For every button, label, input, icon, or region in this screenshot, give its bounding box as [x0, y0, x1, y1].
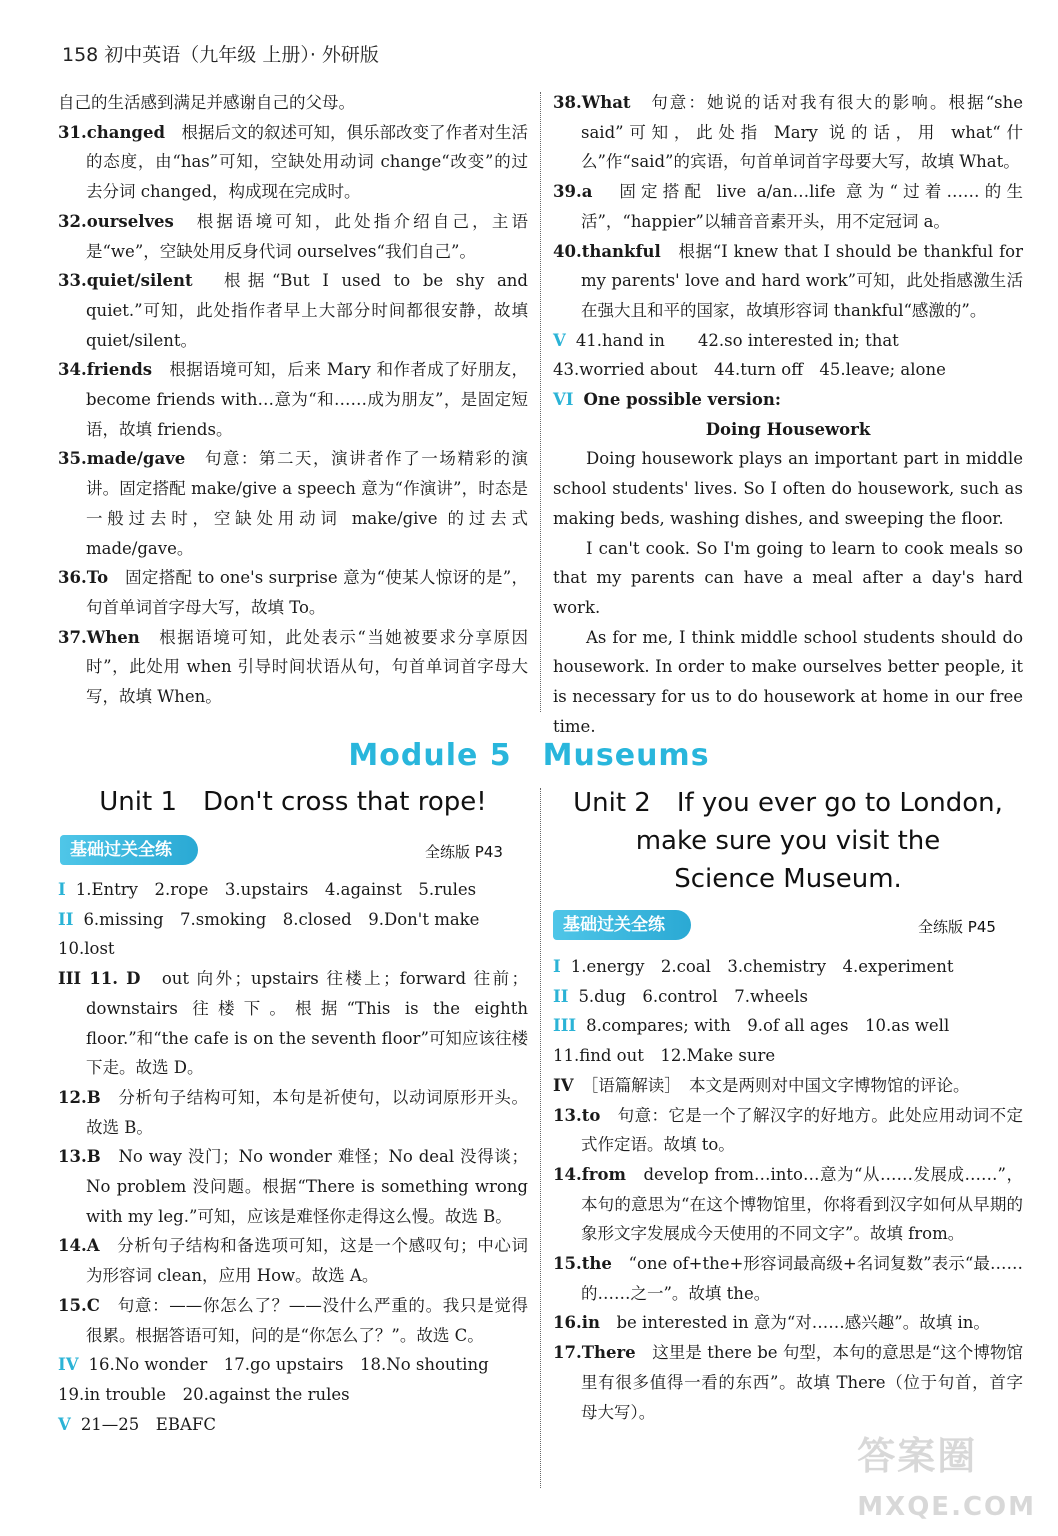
answer-text: 这里是 there be 句型，本句的意思是“这个博物馆里有很多值得一看的东西”。故填 There（位于句首，首字母大写）。 — [581, 1343, 1023, 1422]
unit1-answers — [58, 875, 528, 1439]
roman-numeral: II — [58, 909, 74, 929]
answer-number: IV — [553, 1075, 574, 1095]
answer-item — [553, 1338, 1023, 1427]
unit2-badge: 基础过关全练 — [553, 910, 691, 940]
unit2-ref: 全练版 P45 — [918, 918, 996, 936]
answer-number: 40.thankful — [553, 241, 661, 261]
answer-item — [58, 563, 528, 622]
answer-number: 15.C — [58, 1295, 100, 1315]
answer-number: 38.What — [553, 93, 631, 112]
answer-text: develop from…into…意为“从……发展成……”，本句的意思为“在这个博物馆里，你将看到汉字如何从早期的象形文字发展成今天使用的不同文字”。故填 from。 — [581, 1164, 1023, 1244]
answer-text: 句意：她说的话对我有很大的影响。根据“she said”可知，此处指 Mary 说的话，用 what“什么”作“said”的宾语，句首单词首字母要大写，故填 What。 — [581, 93, 1023, 172]
answer-number: 13.B — [58, 1147, 101, 1167]
answer-item — [553, 1249, 1023, 1308]
answer-text: 根据语境可知，此处指介绍自己，主语是“we”，空缺处用反身代词 ourselves“我们自己”。 — [86, 211, 528, 261]
answer-line: 11.find out 12.Make sure — [553, 1046, 776, 1066]
roman-numeral: IV — [58, 1355, 79, 1375]
answer-line: III 8.compares; with 9.of all ages 10.as well — [553, 1016, 950, 1036]
roman-numeral: III — [553, 1016, 577, 1036]
answer-number: 12.B — [58, 1087, 101, 1107]
right-top-column — [553, 88, 1023, 741]
answer-text: 句意：它是一个了解汉字的好地方。此处应用动词不定式作定语。故填 to。 — [581, 1105, 1023, 1155]
answer-item — [58, 88, 528, 118]
answer-number: 35.made/gave — [58, 449, 186, 469]
answer-number: 17.There — [553, 1343, 636, 1363]
answer-text: ［语篇解读］ 本文是两则对中国文字博物馆的评论。 — [573, 1075, 970, 1095]
right-top-items — [553, 88, 1023, 326]
answer-item — [58, 444, 528, 563]
module-title: Module 5 Museums — [348, 738, 710, 773]
answer-item — [58, 1083, 528, 1142]
unit1-badge: 基础过关全练 — [60, 835, 198, 865]
roman-numeral: V — [58, 1414, 71, 1434]
answer-text: 固定搭配 to one's surprise 意为“使某人惊讶的是”，句首单词首字母大写，故填 To。 — [86, 568, 528, 617]
roman-numeral: I — [58, 880, 66, 899]
essay-paragraph: I can't cook. So I'm going to learn to cook meals so that my parents can have a meal after a day's hard work. — [553, 538, 1023, 617]
answer-text: 根据语境可知，此处表示“当她被要求分享原因时”，此处用 when 引导时间状语从句，句首单词首字母大写，故填 When。 — [86, 627, 528, 707]
answer-text: 句意：第二天，演讲者作了一场精彩的演讲。固定搭配 make/give a speech 意为“作演讲”，时态是一般过去时，空缺处用动词 make/give 的过去式 made/gave。 — [86, 449, 528, 558]
unit1-title: Unit 1 Don't cross that rope! — [99, 787, 487, 817]
answer-text: No way 没门；No wonder 难怪；No deal 没得谈；No problem 没问题。根据“There is something wrong with my leg.”可知，应该是难怪你走得这么慢。故选 B。 — [86, 1147, 528, 1226]
answer-text: “one of+the+形容词最高级+名词复数”表示“最……的……之一”。故填 the。 — [581, 1254, 1023, 1303]
answer-text: 自己的生活感到满足并感谢自己的父母。 — [58, 93, 355, 112]
essay-paragraph: Doing housework plays an important part in middle school students' lives. So I often do housework, such as making beds, washing dishes, and sweeping the floor. — [553, 449, 1023, 528]
column-divider-lower — [540, 788, 541, 1488]
answer-number: 33.quiet/silent — [58, 271, 193, 291]
answer-item — [58, 1142, 528, 1231]
roman-numeral: I — [553, 957, 561, 976]
answer-number: 31.changed — [58, 122, 166, 142]
answer-number: 13.to — [553, 1105, 601, 1125]
answer-text: 分析句子结构和备选项可知，这是一个感叹句；中心词为形容词 clean，应用 How。故选 A。 — [86, 1236, 528, 1286]
unit1-ref: 全练版 P43 — [425, 843, 503, 861]
answer-text: 根据语境可知，后来 Mary 和作者成了好朋友，become friends with…意为“和……成为朋友”，是固定短语，故填 friends。 — [86, 360, 528, 439]
answer-number: III 11. D — [58, 969, 141, 989]
answer-number: 16.in — [553, 1313, 600, 1333]
answer-item — [58, 207, 528, 266]
answer-item — [553, 177, 1023, 236]
answer-line: V 21—25 EBAFC — [58, 1414, 216, 1434]
answer-item — [58, 1291, 528, 1350]
answer-number: 36.To — [58, 568, 109, 588]
answer-text: 根据后文的叙述可知，俱乐部改变了作者对生活的态度，由“has”可知，空缺处用动词 change“改变”的过去分词 changed，构成现在完成时。 — [86, 122, 529, 202]
answer-item — [58, 1231, 528, 1290]
essay-paragraph: As for me, I think middle school students should do housework. In order to make ourselves better people, it is necessary for us to do housework at home in our free time. — [553, 627, 1023, 736]
left-top-column — [58, 88, 528, 712]
unit2-answers — [553, 952, 1023, 1427]
section-v-answers: V 41.hand in 42.so interested in; that 43.worried about 44.turn off 45.leave; alone — [553, 330, 946, 380]
answer-line: II 5.dug 6.control 7.wheels — [553, 986, 808, 1006]
answer-line: I 1.energy 2.coal 3.chemistry 4.experiment — [553, 957, 954, 976]
unit2-title: Unit 2 If you ever go to London, make sure you visit the Science Museum. — [573, 788, 1003, 894]
answer-number: 15.the — [553, 1254, 612, 1274]
answer-item — [553, 1071, 1023, 1101]
answer-line: IV 16.No wonder 17.go upstairs 18.No shouting — [58, 1355, 489, 1375]
answer-item — [553, 1308, 1023, 1338]
answer-text: 根据“I knew that I should be thankful for my parents' love and hard work”可知，此处指感激生活在强大且和平的国家，故填形容词 thankful“感激的”。 — [581, 241, 1023, 320]
answer-number: 32.ourselves — [58, 211, 174, 231]
section-vi-label: VI One possible version: — [553, 390, 782, 410]
answer-item — [553, 237, 1023, 326]
essay-title: Doing Housework — [705, 419, 871, 439]
answer-item — [58, 964, 528, 1083]
essay-body — [553, 444, 1023, 741]
answer-line: 19.in trouble 20.against the rules — [58, 1384, 350, 1404]
answer-text: 句意：——你怎么了？——没什么严重的。我只是觉得很累。根据答语可知，问的是“你怎么了？”。故选 C。 — [86, 1295, 528, 1345]
page-header: 158 初中英语（九年级 上册）· 外研版 — [62, 44, 379, 66]
watermark-logo: 答案圈 MXQE.COM — [857, 1434, 1036, 1522]
roman-numeral: II — [553, 986, 569, 1006]
answer-item — [553, 1160, 1023, 1249]
answer-number: 37.When — [58, 627, 140, 647]
answer-line: I 1.Entry 2.rope 3.upstairs 4.against 5.rules — [58, 880, 477, 899]
answer-item — [553, 88, 1023, 177]
answer-line: 10.lost — [58, 939, 115, 959]
answer-item — [58, 118, 528, 207]
roman-numeral: VI — [553, 390, 574, 410]
answer-number: 14.from — [553, 1164, 626, 1184]
answer-number: 34.friends — [58, 360, 153, 380]
answer-line: II 6.missing 7.smoking 8.closed 9.Don't make — [58, 909, 480, 929]
column-divider — [540, 92, 541, 712]
answer-text: be interested in 意为“对……感兴趣”。故填 in。 — [599, 1313, 990, 1333]
answer-text: out 向外；upstairs 往楼上；forward 往前；downstairs 往楼下。根据“This is the eighth floor.”和“the cafe is on the seventh floor”可知应该往楼下走。故选 D。 — [86, 969, 528, 1078]
answer-number: 39.a — [553, 182, 593, 202]
answer-item — [58, 266, 528, 355]
answer-item — [58, 355, 528, 444]
answer-text: 分析句子结构可知，本句是祈使句，以动词原形开头。故选 B。 — [86, 1087, 528, 1137]
answer-item — [553, 1101, 1023, 1160]
answer-number: 14.A — [58, 1236, 100, 1256]
answer-text: 固定搭配 live a/an…life 意为“过着……的生活”，“happier”以辅音音素开头，用不定冠词 a。 — [581, 182, 1023, 231]
answer-item — [58, 623, 528, 712]
roman-numeral: V — [553, 330, 566, 350]
answer-text: 根据“But I used to be shy and quiet.”可知，此处指作者早上大部分时间都很安静，故填 quiet/silent。 — [86, 271, 528, 350]
